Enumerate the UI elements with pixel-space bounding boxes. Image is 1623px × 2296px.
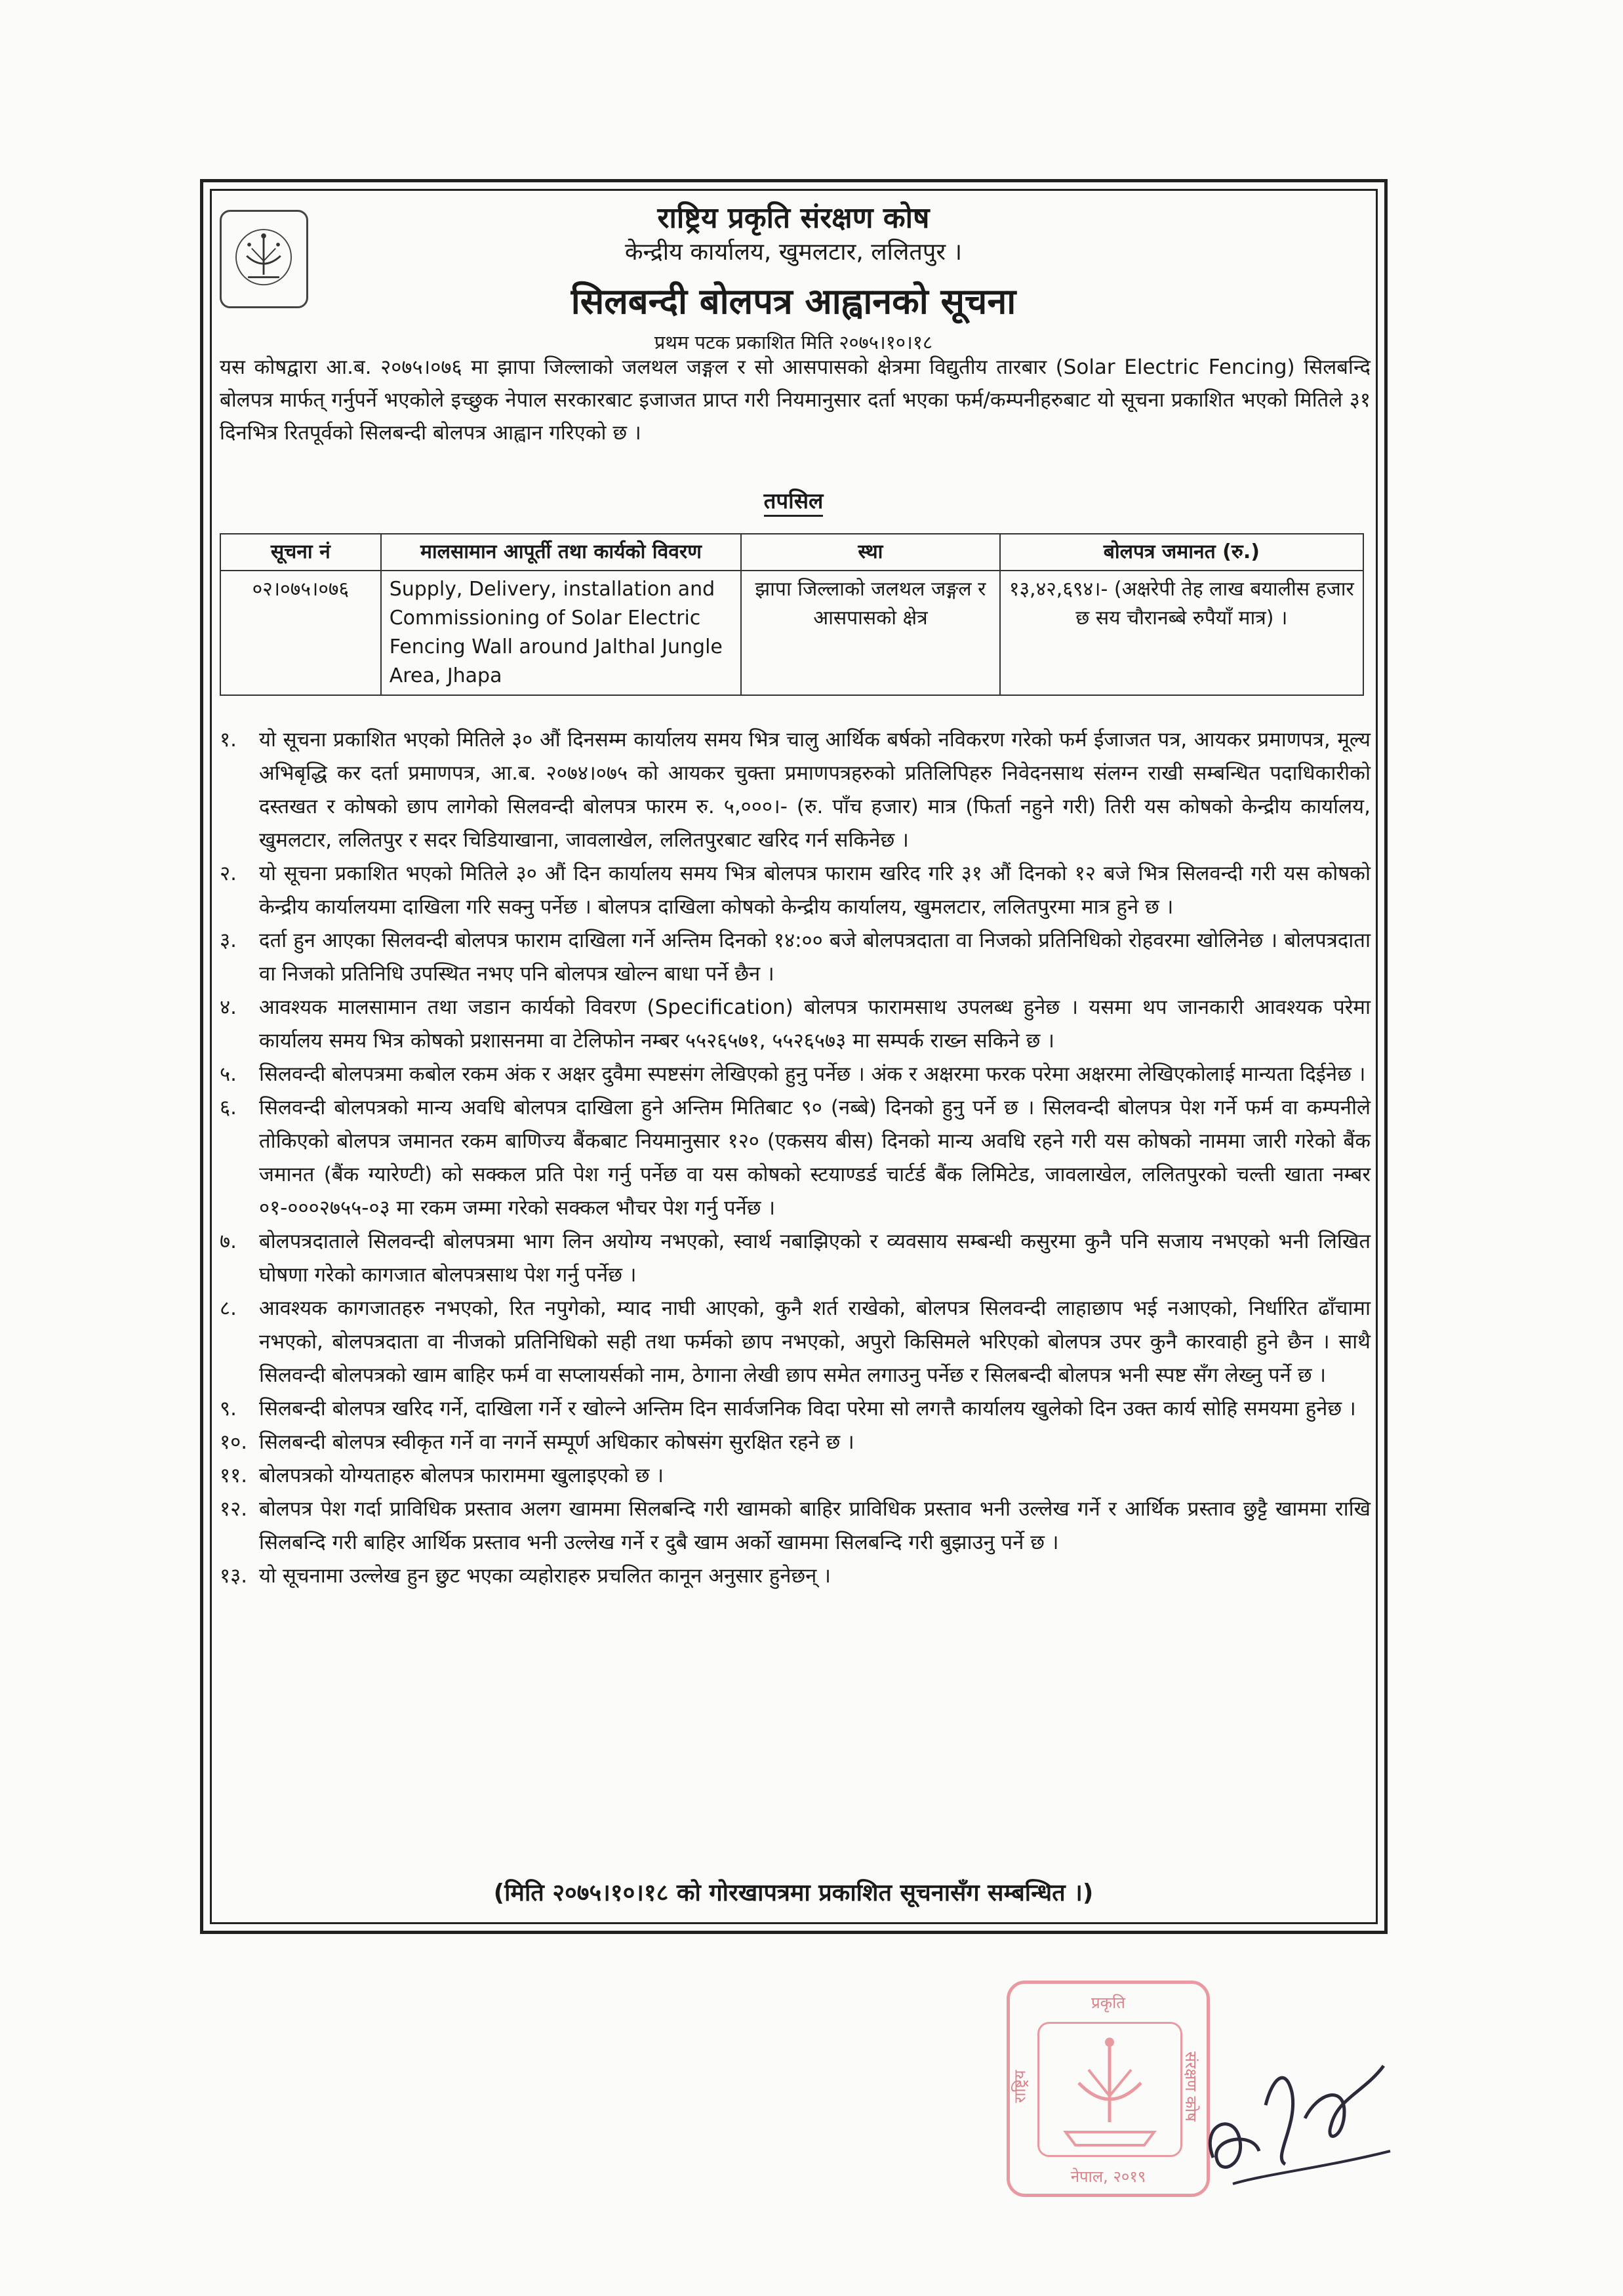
list-item: ६. सिलवन्दी बोलपत्रको मान्य अवधि बोलपत्र दाखिला हुने अन्तिम मितिबाट ९० (नब्बे) दिनको हुनु पर्ने छ । सिलवन्दी बोलपत्र पेश गर्ने फर्म वा कम्पनीले तोकिएको बोलपत्र जमानत रकम बाणिज्य बैंकबाट नियमानुसार १२० (एकसय बीस) दिनको मान्य अवधि रहने गरी यस कोषको नाममा जारी गरेको बैंक जमानत (बैंक ग्यारेण्टी) को सक्कल प्रति पेश गर्नु पर्नेछ वा यस कोषको स्टयाण्डर्ड चार्टर्ड बैंक लिमिटेड, जावलाखेल, ललितपुरको चल्ती खाता नम्बर ०१-०००२७५५-०३ मा रकम जम्मा गरेको सक्कल भौचर पेश गर्नु पर्नेछ । — [220, 1096, 1371, 1220]
list-item: ९. सिलबन्दी बोलपत्र खरिद गर्ने, दाखिला गर्ने र खोल्ने अन्तिम दिन सार्वजनिक विदा परेमा सो लगत्तै कार्यालय खुलेको दिन उक्त कार्य सोहि समयमा हुनेछ । — [220, 1397, 1356, 1420]
bid-table — [220, 533, 1364, 696]
list-item: १२. बोलपत्र पेश गर्दा प्राविधिक प्रस्ताव अलग खाममा सिलबन्दि गरी खामको बाहिर प्राविधिक प्रस्ताव भनी उल्लेख गर्ने र आर्थिक प्रस्ताव छुट्टै खाममा राखि सिलबन्दि गरी बाहिर आर्थिक प्रस्ताव भनी उल्लेख गर्ने र दुबै खाम अर्को खाममा सिलबन्दि गरी बुझाउनु पर्ने छ । — [220, 1497, 1371, 1554]
list-item: १०. सिलबन्दी बोलपत्र स्वीकृत गर्ने वा नगर्ने सम्पूर्ण अधिकार कोषसंग सुरक्षित रहने छ । — [220, 1430, 854, 1454]
list-item: ४. आवश्यक मालसामान तथा जडान कार्यको विवरण (Specification) बोलपत्र फारामसाथ उपलब्ध हुनेछ । यसमा थप जानकारी आवश्यक परेमा कार्यालय समय भित्र कोषको प्रशासनमा वा टेलिफोन नम्बर ५५२६५७१, ५५२६५७३ मा सम्पर्क राख्न सकिने छ । — [220, 996, 1371, 1053]
cell-location: झापा जिल्लाको जलथल जङ्गल र आसपासको क्षेत्र — [741, 571, 1000, 695]
handwritten-signature — [1193, 2026, 1403, 2197]
list-item: ११. बोलपत्रको योग्यताहरु बोलपत्र फाराममा खुलाइएको छ । — [220, 1464, 664, 1487]
list-item: ७. बोलपत्रदाताले सिलवन्दी बोलपत्रमा भाग लिन अयोग्य नभएको, स्वार्थ नबाझिएको र व्यवसाय सम्बन्धी कसुरमा कुनै पनि सजाय नभएको भनी लिखित घोषणा गरेको कागजात बोलपत्रसाथ पेश गर्नु पर्नेछ । — [220, 1230, 1371, 1287]
cell-notice-no: ०२।०७५।०७६ — [220, 571, 381, 695]
list-item: ३. दर्ता हुन आएका सिलवन्दी बोलपत्र फाराम दाखिला गर्ने अन्तिम दिनको १४:०० बजे बोलपत्रदाता वा निजको प्रतिनिधिको रोहवरमा खोलिनेछ । बोलपत्रदाता वा निजको प्रतिनिधि उपस्थित नभए पनि बोलपत्र खोल्न बाधा पर्ने छैन । — [220, 929, 1371, 986]
stamp-bottom-text: नेपाल, २०१९ — [1070, 2167, 1146, 2186]
table-row — [220, 571, 1363, 695]
list-item: २. यो सूचना प्रकाशित भएको मितिले ३० औं दिन कार्यालय समय भित्र बोलपत्र फाराम खरिद गरि ३१ औं दिनको १२ बजे भित्र सिलवन्दी गरी यस कोषको केन्द्रीय कार्यालयमा दाखिला गरि सक्नु पर्नेछ । बोलपत्र दाखिला कोषको केन्द्रीय कार्यालय, खुमलटार, ललितपुरमा मात्र हुने छ । — [220, 862, 1371, 919]
stamp-right-text: संरक्षण कोष — [1182, 2051, 1201, 2122]
cell-description: Supply, Delivery, installation and Commissioning of Solar Electric Fencing Wall around Jalthal Jungle Area, Jhapa — [381, 571, 741, 695]
col-header-description: मालसामान आपूर्ती तथा कार्यको विवरण — [381, 534, 741, 571]
org-name: राष्ट्रिय प्रकृति संरक्षण कोष — [657, 201, 930, 235]
col-header-notice-no: सूचना नं — [220, 534, 381, 571]
list-item: ५. सिलवन्दी बोलपत्रमा कबोल रकम अंक र अक्षर दुवैमा स्पष्टसंग लेखिएको हुनु पर्नेछ । अंक र अक्षरमा फरक परेमा अक्षरमा लेखिएकोलाई मान्यता दिईनेछ । — [220, 1062, 1366, 1086]
stamp-left-text: राष्ट्रिय — [1011, 2070, 1030, 2103]
table-header-row — [220, 534, 1363, 571]
col-header-bid-security: बोलपत्र जमानत (रु.) — [1000, 534, 1363, 571]
col-header-location: स्था — [741, 534, 1000, 571]
footer-note: (मिति २०७५।१०।१८ को गोरखापत्रमा प्रकाशित सूचनासँग सम्बन्धित ।) — [493, 1880, 1094, 1906]
org-seal-stamp — [1007, 1981, 1210, 2197]
office-address: केन्द्रीय कार्यालय, खुमलटार, ललितपुर । — [624, 239, 963, 266]
published-date: प्रथम पटक प्रकाशित मिति २०७५।१०।१८ — [654, 331, 933, 353]
details-heading: तपसिल — [216, 485, 1371, 515]
conditions-list — [220, 723, 1371, 1593]
list-item: ८. आवश्यक कागजातहरु नभएको, रित नपुगेको, म्याद नाघी आएको, कुनै शर्त राखेको, बोलपत्र सिलवन्दी लाहाछाप भई नआएको, निर्धारित ढाँचामा नभएको, बोलपत्रदाता वा नीजको प्रतिनिधिको सही तथा फर्मको छाप नभएको, अपुरो किसिमले भरिएको बोलपत्र उपर कुनै कारवाही हुने छैन । साथै सिलवन्दी बोलपत्रको खाम बाहिर फर्म वा सप्लायर्सको नाम, ठेगाना लेखी छाप समेत लगाउनु पर्नेछ र सिलबन्दी बोलपत्र भनी स्पष्ट सँग लेख्नु पर्ने छ । — [220, 1297, 1371, 1387]
list-item: १३. यो सूचनामा उल्लेख हुन छुट भएका व्यहोराहरु प्रचलित कानून अनुसार हुनेछन् । — [220, 1564, 831, 1588]
stamp-emblem-icon — [1037, 2022, 1182, 2157]
intro-paragraph: यस कोषद्वारा आ.ब. २०७५।०७६ मा झापा जिल्लाको जलथल जङ्गल र सो आसपासको क्षेत्रमा विद्युतीय तारबार (Solar Electric Fencing) सिलबन्दि बोलपत्र मार्फत् गर्नुपर्ने भएकोले इच्छुक नेपाल सरकारबाट इजाजत प्राप्त गरी नियमानुसार दर्ता भएका फर्म/कम्पनीहरुबाट यो सूचना प्रकाशित भएको मितिले ३१ दिनभित्र रितपूर्वको सिलबन्दी बोलपत्र आह्वान गरिएको छ । — [220, 355, 1371, 445]
cell-bid-security: १३,४२,६९४।- (अक्षरेपी तेह लाख बयालीस हजार छ सय चौरानब्बे रुपैयाँ मात्र) । — [1000, 571, 1363, 695]
list-item: १. यो सूचना प्रकाशित भएको मितिले ३० औं दिनसम्म कार्यालय समय भित्र चालु आर्थिक बर्षको नविकरण गरेको फर्म ईजाजत पत्र, आयकर प्रमाणपत्र, मूल्य अभिबृद्धि कर दर्ता प्रमाणपत्र, आ.ब. २०७४।०७५ को आयकर चुक्ता प्रमाणपत्रहरुको प्रतिलिपिहरु निवेदनसाथ संलग्न राखी सम्बन्धित पदाधिकारीको दस्तखत र कोषको छाप लागेको सिलवन्दी बोलपत्र फारम रु. ५,०००।- (रु. पाँच हजार) मात्र (फिर्ता नहुने गरी) तिरी यस कोषको केन्द्रीय कार्यालय, खुमलटार, ललितपुर र सदर चिडियाखाना, जावलाखेल, ललितपुरबाट खरिद गर्न सकिनेछ । — [220, 728, 1371, 852]
stamp-top-text: प्रकृति — [1091, 1994, 1125, 2012]
notice-title: सिलबन्दी बोलपत्र आह्वानको सूचना — [571, 281, 1016, 322]
